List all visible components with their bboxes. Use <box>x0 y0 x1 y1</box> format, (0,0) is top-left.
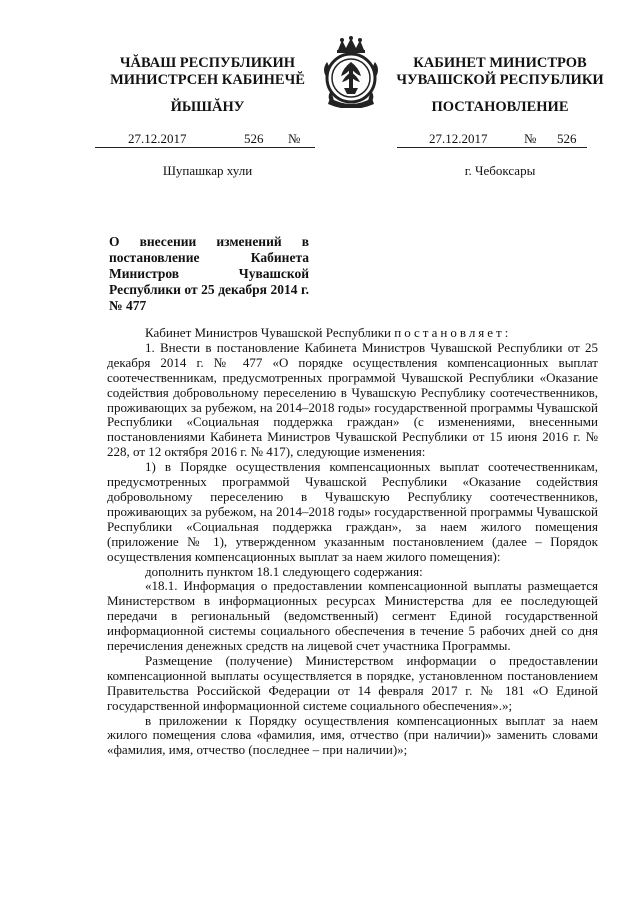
number-sign-right: № <box>524 131 537 146</box>
body-paragraph-2: 1) в Порядке осуществления компенсационных выплат соотечественникам, предусмотренных программой Чувашской Республики «Оказание содействия добровольному переселению в Чувашскую Республику соотечественников, проживающих за рубежом, на 2014–2018 годы» государственной программы Чувашской Республики «Социальная поддержка граждан», за наем жилого помещения (приложение № 1), утвержденном указанным постановлением (далее – Порядок осуществления компенсационных выплат за наем жилого помещения): <box>107 459 598 564</box>
number-left: 526 <box>244 131 264 146</box>
date-line-right-rule <box>397 147 587 148</box>
document-body <box>107 326 598 758</box>
intro-lead: Кабинет Министров Чувашской Республики <box>145 325 391 340</box>
place-russian: г. Чебоксары <box>464 163 536 178</box>
number-right: 526 <box>557 131 577 146</box>
place-chuvash: Шупашкар хули <box>162 163 253 178</box>
date-left: 27.12.2017 <box>128 131 187 146</box>
intro-decree: постановляет: <box>394 325 512 340</box>
body-paragraph-6: в приложении к Порядку осуществления компенсационных выплат за наем жилого помещения слова «фамилия, имя, отчество (при наличии)» заменить словами «фамилия, имя, отчество (последнее – при наличии)»; <box>107 712 598 758</box>
org-name-chuvash-line1: ЧĂВАШ РЕСПУБЛИКИН <box>119 55 296 71</box>
document-title: О внесении изменений в постановление Кабинета Министров Чувашской Республики от 25 декабря 2014 г. № 477 <box>109 234 309 313</box>
org-name-russian-line2: ЧУВАШСКОЙ РЕСПУБЛИКИ <box>396 72 604 88</box>
body-paragraph-1: 1. Внести в постановление Кабинета Министров Чувашской Республики от 25 декабря 2014 г. № 477 «О порядке осуществления компенсационных выплат соотечественникам, предусмотренных программой Чувашской Республики «Оказание содействия добровольному переселению в Чувашскую Республику соотечественников, проживающих за рубежом, на 2014–2018 годы» государственной программы Чувашской Республики «Социальная поддержка граждан» (с изменениями, внесенными постановлениями Кабинета Министров Чувашской Республики от 15 июня 2016 г. № 228, от 12 октября 2016 г. № 417), следующие изменения: <box>107 339 598 460</box>
body-paragraph-3: дополнить пунктом 18.1 следующего содержания: <box>145 563 423 579</box>
org-name-chuvash-line2: МИНИСТРСЕН КАБИНЕЧĔ <box>110 72 305 88</box>
doc-type-chuvash: ЙЫШĂНУ <box>170 99 245 115</box>
intro-paragraph <box>107 326 598 341</box>
number-sign-left: № <box>288 131 301 146</box>
doc-type-russian: ПОСТАНОВЛЕНИЕ <box>431 99 569 115</box>
date-right: 27.12.2017 <box>429 131 488 146</box>
body-paragraph-5: Размещение (получение) Министерством информации о предоставлении компенсационной выплаты осуществляется в порядке, установленном постановлением Правительства Российской Федерации от 14 февраля 2017 г. № 181 «О Единой государственной информационной системе социального обеспечения».»; <box>107 652 598 713</box>
org-name-russian-line1: КАБИНЕТ МИНИСТРОВ <box>413 55 587 71</box>
body-paragraph-4: «18.1. Информация о предоставлении компенсационной выплаты размещается Министерством в информационных ресурсах Министерства для ее последующей передачи в региональный (ведомственный) сегмент Единой государственной информационной системы социального обеспечения в течение 5 рабочих дней со дня перечисления денежных средств на лицевой счет участника Программы. <box>107 578 598 654</box>
date-line-left-rule <box>95 147 315 148</box>
coat-of-arms-icon <box>318 36 384 108</box>
